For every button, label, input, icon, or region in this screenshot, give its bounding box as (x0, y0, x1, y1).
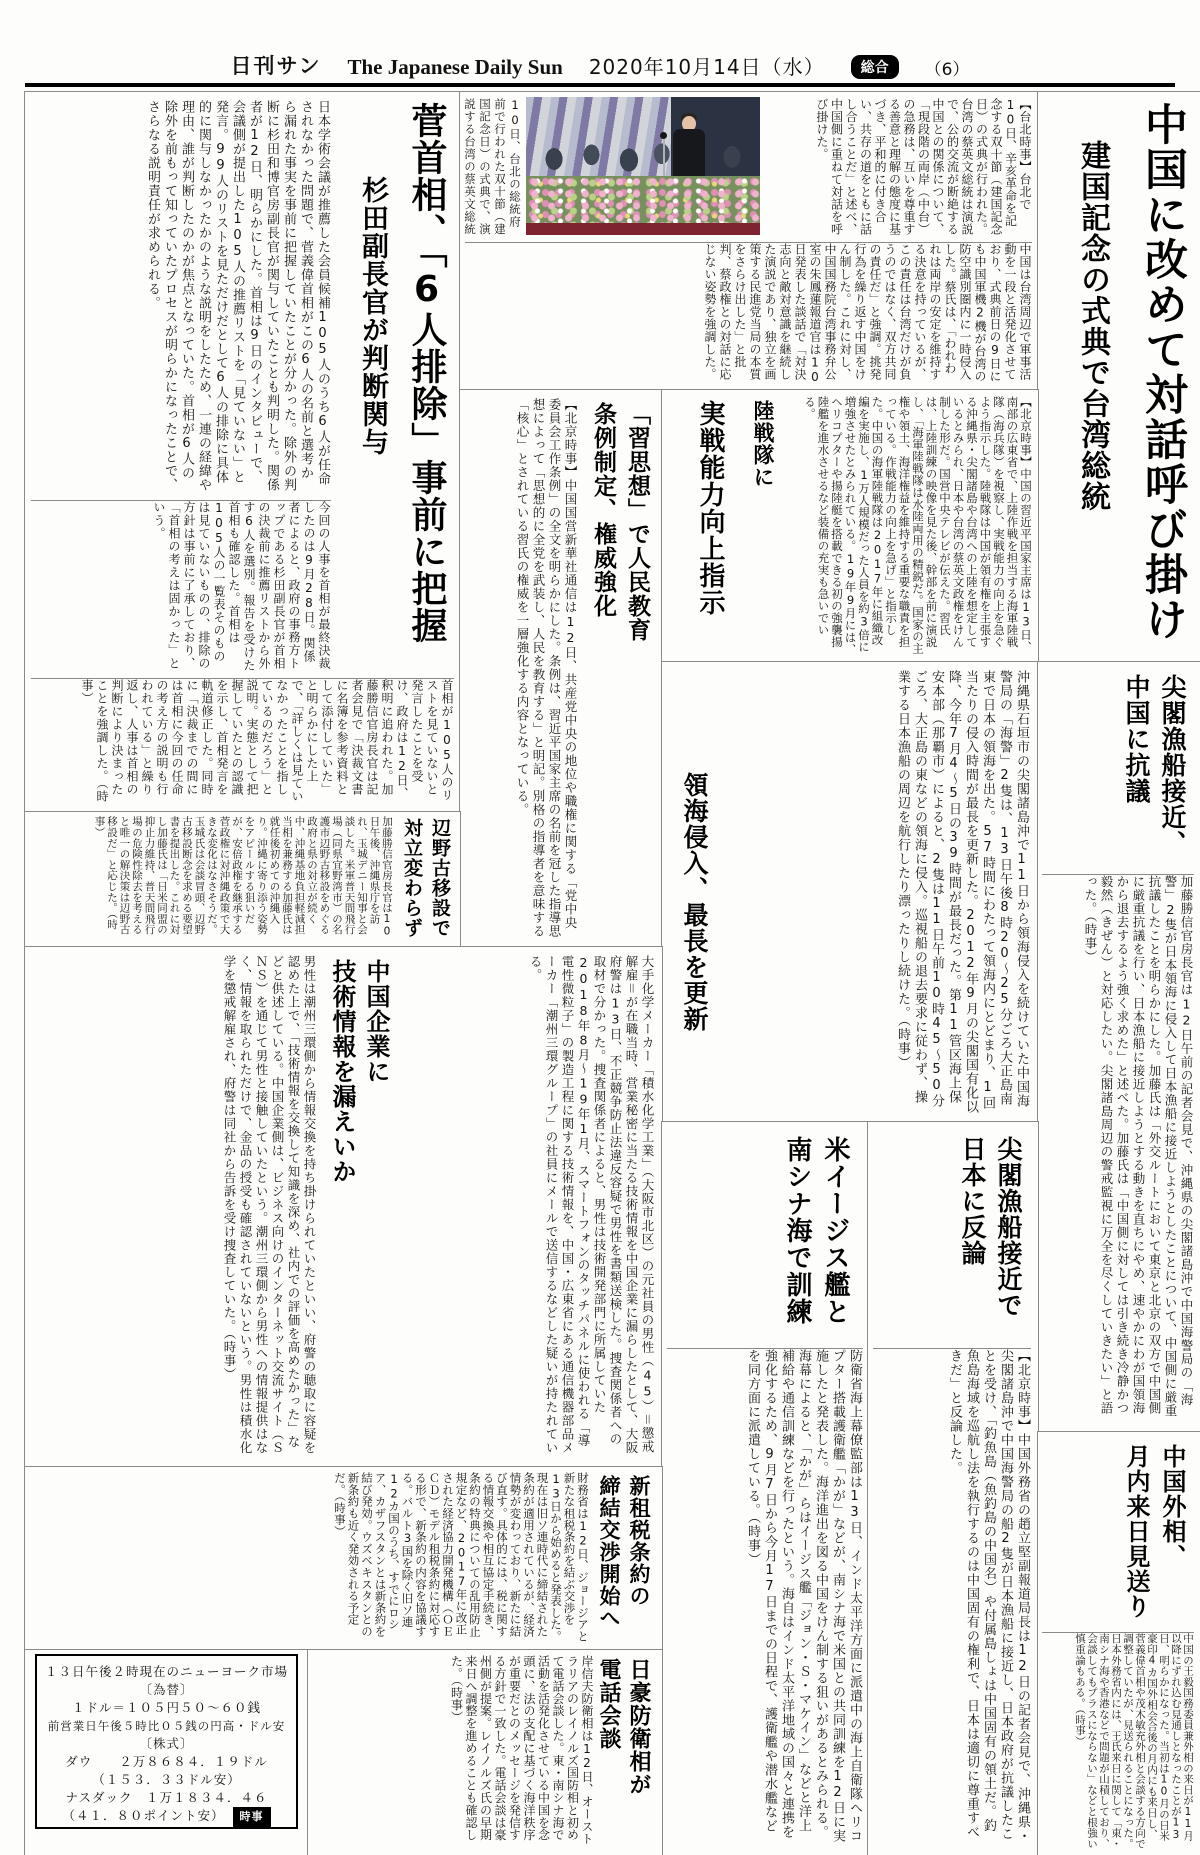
xi-thought-headline-2: 条例制定、権威強化 (590, 402, 616, 618)
henoko-body: 加藤勝信官房長官は10日午後、沖縄県庁を訪れ、玉城デニー知事と会談した。米軍普天間飛行場（同県宜野湾市）の名護市辺野古移設をめぐる政府と県の対立が続く中、沖縄基地負担軽減担当相を兼務する加藤氏は就任後初めての沖縄入り。沖縄に寄り添う姿勢をアピールする狙いだが、安倍政権を継承する菅政権に対沖縄政策で大きな変化はなさそうだ。玉城氏は会談冒頭、辺野古移設断念を求める要望書を提出した。これに対し加藤氏は「日米同盟の抑止力維持、普天間飛行場の危険性除去を考えると唯一の解決策は辺野古移設だ」と応じた。（時事） (93, 816, 393, 938)
photo-tsai-ceremony (526, 97, 760, 235)
senkaku-protest-body: 加藤勝信官房長官は12日午前の記者会見で、沖縄県の尖閣諸島沖で中国海警局の「海警」2隻が日本領海に侵入して日本漁船に接近しようとしたことについて、中国側に厳重抗議したことを明らかにした。加藤氏は「外交ルートにおいて東京と北京の双方で中国側に厳重抗議を行い、日本漁船に接近しようとする動きを直ちにやめ、速やかにわが国領海から退去するよう強く求めた」と述べた。加藤氏は「中国側に対しては引き続き冷静かつ毅然（きぜん）と対応したい。尖閣諸島周辺の警戒監視に万全を尽くしていきたい」と語った。（時事） (1042, 874, 1194, 1423)
rebuttal-headline-2: 日本に反論 (958, 1136, 987, 1266)
wang-headline-1: 中国外相、 (1158, 1444, 1186, 1569)
tax-treaty-headline-1: 新租税条約の (627, 1475, 651, 1607)
sekisui-headline-1: 中国企業に (362, 959, 390, 1084)
taiwan-headline-sub: 建国記念の式典で台湾総統 (1075, 140, 1110, 512)
rebuttal-body: 【北京時事】中国外務省の趙立堅副報道局長は12日の記者会見で、沖縄県・尖閣諸島沖で中国海警局の船2隻が日本漁船に接近し、日本政府が抗議したことを受け、「釣魚島（魚釣島の中国名）や付属島しょは中国固有の領土だ。釣魚島海域を巡航し法を執行するのは中国固有の権利で、日本は適切に尊重すべきだ」と反論した。 (873, 1348, 1031, 1845)
article-henoko (25, 812, 460, 947)
waters-body: 沖縄県石垣市の尖閣諸島沖で11日から領海侵入を続けていた中国海警局の「海警」2隻は、13日午後8時20～25分ごろ大正島南東で日本の領海を出た。57時間にわたって領海内にとどまり、1回当たりの侵入時間が最長を更新した。2012年9月の尖閣国有化以降、今年7月4～5日の39時間が最長だった。第11管区海上保安本部（那覇市）によると、2隻は11日午前10時45～50分ごろ、大正島の東などの領海に侵入。巡視船の退去要求に従わず、操業する日本漁船の周辺を航行したり漂ったりし続けた。（時事） (895, 670, 1029, 1114)
taiwan-headline-main: 中国に改めて対話呼び掛け (1138, 102, 1188, 642)
article-sekisui-leak (25, 947, 662, 1467)
market-nasdaq-change (43, 1807, 290, 1827)
article-xi-thought (460, 390, 662, 947)
article-senkaku-rebuttal (868, 1122, 1038, 1855)
photo-microphone-icon (660, 132, 667, 139)
market-fx-label: 〔為替〕 (139, 1682, 194, 1697)
article-japan-australia-call (308, 1650, 662, 1855)
ny-market-box (35, 1654, 298, 1829)
photo-flower-bed (526, 176, 760, 223)
market-dow-line: ダウ ２万８６８４．１９ドル (65, 1754, 268, 1769)
rebuttal-headline-1: 尖閣漁船接近で (994, 1136, 1023, 1318)
market-title: １３日午後２時現在のニューヨーク市場 (44, 1664, 288, 1679)
marine-headline-main: 実戦能力向上指示 (695, 400, 725, 616)
aegis-headline-2: 南シナ海で訓練 (782, 1136, 812, 1325)
taiwan-body-2: 中国は台湾周辺で軍事活動を一段と活発化させており、式典前日の9日にも中国軍機2機が台湾の防空識別圏内に一時侵入した。蔡氏は、「われわれは両岸の安定を維持する決意を持っているが、この責任は台湾だけが負うのではなく、双方共同の責任だ」と強調。挑発行為を繰り返す中国をけん制した。これに対し、中国国務院台湾事務弁公室の朱鳳蓮報道官は10日発表した談話で「対決志向と敵対意識を継続した演説であり、独立を画策する民進党当局の本質をさらけ出した」と批判、蔡政権との対話に応じない姿勢を強調した。 (465, 242, 1032, 385)
market-summary-block (25, 1650, 308, 1855)
marine-body: 【北京時事】中国の習近平国家主席は13日、南部の広東省で、上陸作戦を担当する海軍陸戦隊（海兵隊）を視察し、実戦能力の向上を急ぐよう指示した。陸戦隊は中国が領有権を主張する沖縄県・尖閣諸島や台湾への上陸を想定しているとみられ、日本や台湾の蔡英文政権をけん制した形だ。国営中央テレビが伝えた。習氏は、上陸訓練の映像を見た後、幹部を前に演説し、「海軍陸戦隊は水陸両用の精鋭だ。国家の主権や領土、海洋権益を維持する重要な職責を担っている。作戦能力の向上を急げ」と指示した。中国の海軍陸戦隊は2017年に組織改編を実施し、1万人規模だった人員を約3倍に増強させたとみられている。19年9月には、ヘリコプターや揚陸艇を搭載できる初の強襲揚陸艦を進水させるなど装備の充実も急いでいる。 (803, 396, 1033, 656)
market-nasdaq-line: ナスダック １万１８３４．４６ (65, 1790, 268, 1805)
page-number: （6） (924, 60, 970, 80)
senkaku-protest-headline-2: 中国に抗議 (1122, 674, 1151, 804)
senkaku-protest-headline-1: 尖閣漁船接近、 (1158, 674, 1187, 856)
xi-thought-headline-1: 「習思想」で人民教育 (624, 402, 650, 642)
issue-date: 2020年10月14日（水） (588, 55, 825, 79)
wang-headline-2: 月内来日見送り (1122, 1444, 1150, 1619)
wang-body: 中国の王毅国務委員兼外相の来日が11月以降にずれ込む見通しとなったことが13日、明らかになった。当初は10月の日米豪印4カ国外相会合後の月内にも来日し、菅義偉首相や茂木敏充外相と会談する方向で調整していたが、見送られることになった。日本外務省内には、王氏来日に関して「東・南シナ海や香港などで問題が山積しており、会談してもプラスにならない」などと根強い慎重論もある。（時事） (1042, 1632, 1194, 1849)
tax-treaty-body: 財務省は12日、ジョージアと新たな租税条約を結ぶ交渉を13日から始めると発表した。現在は旧ソ連時代に締結された条約が適用されているが、経済情勢が変わっており、新たに結び直す。具体的には、税に関する情報交換や相互協定手続き、条約の特典についての乱用防止規定など、2017年に改正された経済協力開発機構（ＯＥＣＤ）モデル租税条約に対応する形で、新条約の内容を協議する。バルト3国を除く旧ソ連12カ国のうち、すでにロシア、カザフスタンとは新条約を結び発効。ウズベキスタンとの新条約も近く発効される予定だ。（時事） (333, 1472, 590, 1643)
marine-headline-sub: 陸戦隊に (751, 400, 775, 488)
sekisui-body-2: 男性は潮州三環側から情報交換を持ち掛けられていたといい、府警の聴取に容疑を認めた上で、「技術情報を交換して知識を深め、社内での評価を高めたかった」などと供述している。中国企業側は、ビジネス向けのインターネット交流サイト（ＳＮＳ）を通じて男性と接触していたという。潮州三環側から男性への情報提供はなく、情報を取られただけで、金品の授受も確認されていないという。男性は積水化学を懲戒解雇され、府警は同社から告訴を受け捜査していた。（時事） (222, 955, 317, 1455)
article-us-aegis-training (662, 1122, 868, 1855)
jiji-source-badge: 時事 (233, 1807, 271, 1827)
henoko-headline-2: 対立変わらず (401, 818, 423, 938)
tax-treaty-headline-2: 締結交渉開始へ (597, 1475, 621, 1629)
article-tax-treaty (25, 1467, 662, 1650)
xi-thought-body: 【北京時事】中国国営新華社通信は12日、共産党中央の地位や職権に関する「党中央委員会工作条例」の全文を明らかにした。条例は、習近平国家主席の名前を冠した指導思想によって「思想的に全党を武装し、人民を教育する」と明記。別格の指導者を意味する「核心」とされている習氏の権威を一層強化する内容となっている。 (515, 398, 578, 938)
suga-body-3: 首相が105人のリストを見ていないと発言したことを受け、政府は12日、釈明に追われた。加藤勝信官房長官は記者会見で「決裁文書に名簿を参考資料として添付していた」と明らかにした上で、「詳しくは見ていなかったことを指しているのだろう」と説明。実態として把握していたとの認識を示し、首相発言を軌道修正した。同時に「決裁までの間には首相に今回の任命の考え方の説明も行われている」と繰り返し、人事は首相の判断により決まったことを強調した。（時事） (31, 678, 454, 807)
taiwan-headline-strip (1038, 92, 1200, 662)
section-badge: 総合 (851, 55, 899, 79)
henoko-headline-1: 辺野古移設で (429, 818, 451, 938)
article-territorial-waters (662, 662, 1038, 1122)
aegis-headline-1: 米イージス艦と (820, 1136, 850, 1325)
nichigo-headline-2: 電話会談 (596, 1658, 621, 1750)
photo-speaker-suit (673, 129, 705, 181)
suga-headline-sub: 杉田副長官が判断関与 (357, 176, 388, 456)
sekisui-body-1: 大手化学メーカー「積水化学工業」（大阪市北区）の元社員の男性（45）＝懲戒解雇＝が在職当時、営業秘密に当たる技術情報を中国企業に漏らしたとして、大阪府警は13日、不正競争防止法違反容疑で男性を書類送検した。捜査関係者への取材で分かった。捜査関係者によると、男性は技術開発部門に所属していた2018年8月～19年1月、スマートフォンのタッチパネルに使われる「導電性微粒子」の製造工程に関する技術情報を、中国・広東省にある通信機器部品メーカー「潮州三環グループ」の社員にメールで送信するなどした疑いが持たれている。 (528, 955, 655, 1455)
article-taiwan (460, 92, 1038, 390)
market-fx-note: 前営業日午後５時比０５銭の円高・ドル安 (47, 1719, 286, 1733)
aegis-body: 防衛省海上幕僚監部は13日、インド太平洋方面に派遣中の海上自衛隊ヘリコプター搭載護衛艦「かが」などが、南シナ海で米国との共同訓練を12日に実施したと発表した。海洋進出を図る中国をけん制する狙いがあるとみられる。海幕によると、「かが」らはイージス艦「ジョン・Ｓ・マケイン」などと洋上補給や通信訓練などを行ったという。海自はインド太平洋地域の国々と連携を強化するため、9月7日から今月17日までの日程で、護衛艦や潜水艦などを同方面に派遣している。（時事） (667, 1348, 863, 1845)
photo-caption: 10日、台北の総統府前で行われた双十節（建国記念日）の式典で、演説する台湾の蔡英文総統 (463, 98, 522, 236)
photo-planter-strip (526, 223, 760, 235)
article-suga (25, 92, 460, 812)
nichigo-headline-1: 日豪防衛相が (626, 1658, 651, 1796)
paper-name-english: The Japanese Daily Sun (347, 55, 563, 79)
market-nasdaq-change-value: （４１．８０ポイント安） (62, 1808, 225, 1823)
article-senkaku-protest (1038, 662, 1200, 1432)
sekisui-headline-2: 技術情報を漏えいか (328, 959, 356, 1184)
page-header (25, 45, 1175, 87)
suga-headline-main: 菅首相、「6人排除」事前に把握 (406, 102, 447, 644)
market-dow-change: （１５３．３３ドル安） (92, 1772, 241, 1787)
paper-name: 日刊サン (230, 54, 322, 78)
article-wang-visit (1038, 1432, 1200, 1855)
suga-body-1: 日本学術会議が推薦した会員候補105人のうち6人が任命されなかった問題で、菅義偉首相がこの6人の名前と選考から漏れた事実を事前に把握していたことが分かった。除外の判断に杉田和博官房副長官が関与していたことも判明した。関係者が12日、明らかにした。首相は9日のインタビューで、会議側が提出した105人の推薦リストを「見ていない」と発言。99人のリストを見ただけだとして6人の排除に具体的に関与しなかったかのような説明をしたため、一連の経緯や理由、誰が判断したのかが焦点となっていた。首相が6人の除外を前もって知っていたプロセスが明らかになったことで、さらなる説明責任が求められる。 (145, 100, 330, 492)
waters-headline: 領海侵入、最長を更新 (680, 772, 709, 1032)
suga-body-2: 今回の人事を首相が最終決裁したのは9月28日。関係者によると、政府の事務方トップである杉田副長官が首相の決裁前に推薦リストから外す6人を選別。報告を受けた首相も確認した。首相は105人の一覧表そのものは見ていないものの、排除の方針は事前に了承しており、「首相の考えは固かった」という。 (31, 500, 331, 673)
nichigo-body: 岸信夫防衛相は12日、オーストラリアのレイノルズ国防相と初めて電話会談した。東・南シナ海で活動を活発化させている中国を念頭に、法の支配に基づく海洋秩序が重要だとのメッセージを発信する方針で一致した。電話会談は豪州側が提案。レイノルズ氏の早期来日へ調整を進めることも確認した。（時事） (449, 1655, 594, 1845)
market-fx-rate: １ドル＝１０５円５０～６０銭 (71, 1700, 261, 1715)
market-stock-label: 〔株式〕 (139, 1736, 194, 1751)
taiwan-lead: 【台北時事】台北で10日、辛亥革命を記念する双十節（建国記念日）の式典が行われた。台湾の蔡英文総統は演説で、公的交流が断絶する中国との関係について、「現段階の両岸（中台）の急務は、互いを尊重する善意と理解の態度に基づき、平和的に付き合い、共存の道をともに話し合うことだ」と述べ、中国側に重ねて対話を呼び掛けた。 (815, 98, 1032, 236)
article-marine-corps (662, 390, 1038, 662)
